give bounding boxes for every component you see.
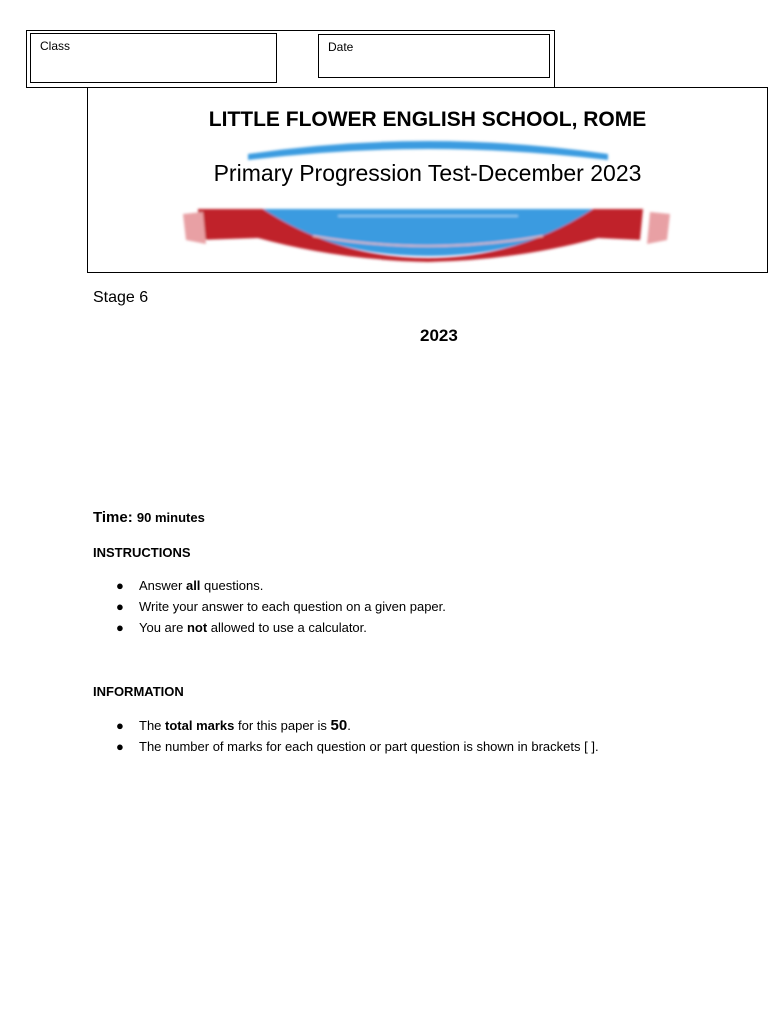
information-heading: INFORMATION bbox=[93, 684, 184, 699]
school-name: LITTLE FLOWER ENGLISH SCHOOL, ROME bbox=[208, 108, 647, 131]
class-field[interactable] bbox=[30, 33, 277, 83]
date-label: Date bbox=[328, 40, 354, 54]
list-item: ● The total marks for this paper is 50. bbox=[116, 717, 351, 734]
stage-label: Stage 6 bbox=[93, 289, 149, 306]
date-field[interactable] bbox=[318, 34, 550, 78]
time-line bbox=[93, 509, 205, 526]
list-item: ● You are not allowed to use a calculator. bbox=[116, 620, 367, 635]
time-value: 90 minutes bbox=[136, 510, 205, 525]
header-box bbox=[87, 87, 768, 273]
list-item: ● Write your answer to each question on a given paper. bbox=[116, 599, 446, 614]
test-title: Primary Progression Test-December 2023 bbox=[213, 160, 642, 186]
year-label: 2023 bbox=[420, 326, 458, 345]
time-label: Time: bbox=[93, 509, 133, 526]
class-label: Class bbox=[40, 39, 71, 53]
instructions-heading: INSTRUCTIONS bbox=[93, 545, 191, 560]
list-item: ● The number of marks for each question or part question is shown in brackets [ ]. bbox=[116, 739, 599, 754]
list-item: ● Answer all questions. bbox=[116, 578, 264, 593]
information-list bbox=[116, 717, 599, 760]
instructions-list bbox=[116, 578, 446, 641]
